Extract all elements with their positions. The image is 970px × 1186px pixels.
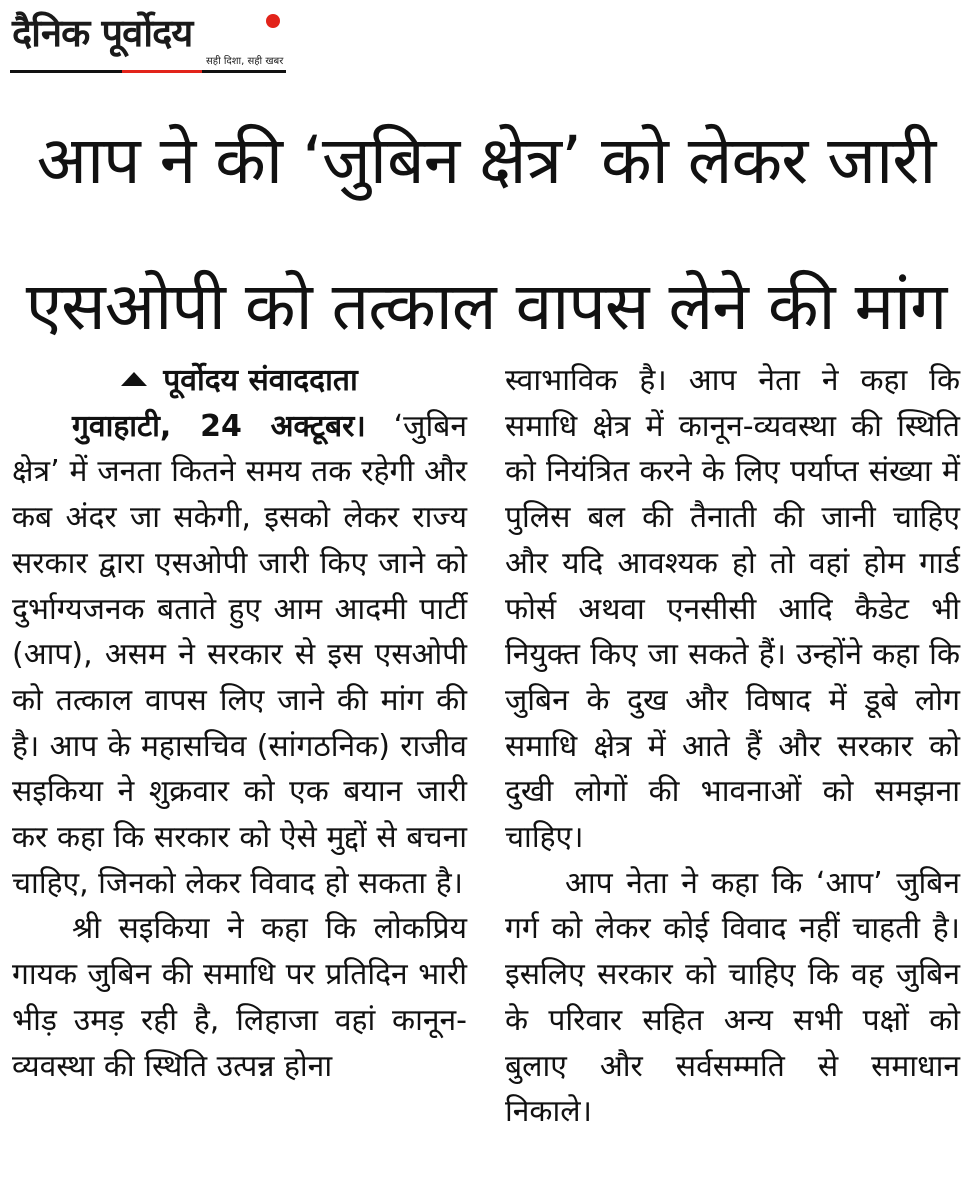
headline-line-2: एसओपी को तत्काल वापस लेने की मांग bbox=[25, 268, 947, 345]
headline bbox=[12, 88, 960, 380]
masthead bbox=[10, 8, 286, 74]
headline-line-1: आप ने की ‘जुबिन क्षेत्र’ को लेकर जारी bbox=[36, 122, 936, 199]
article-paragraph-2 bbox=[12, 906, 467, 1089]
article-column-left bbox=[12, 358, 467, 1089]
logo-dot-icon bbox=[266, 14, 280, 28]
newspaper-logo: दैनिक पूर्वोदय bbox=[12, 11, 193, 55]
article-paragraph-4 bbox=[505, 861, 960, 1135]
masthead-rule-accent bbox=[122, 70, 202, 73]
byline-text: पूर्वोदय संवाददाता bbox=[163, 363, 358, 398]
paragraph-3-text: स्वाभाविक है। आप नेता ने कहा कि समाधि क्षेत्र में कानून-व्यवस्था की स्थिति को नियंत्रित करने के लिए पर्याप्त संख्या में पुलिस बल की तैनाती की जानी चाहिए और यदि आवश्यक हो तो वहां होम गार्ड फोर्स अथवा एनसीसी आदि कैडेट भी नियुक्त किए जा सकते हैं। उन्होंने कहा कि जुबिन के दुख और विषाद में डूबे लोग समाधि क्षेत्र में आते हैं और सरकार को दुखी लोगों की भावनाओं को समझना चाहिए। bbox=[505, 363, 960, 856]
article-column-right bbox=[505, 358, 960, 1135]
paragraph-1-text: ‘जुबिन क्षेत्र’ में जनता कितने समय तक रहेगी और कब अंदर जा सकेगी, इसको लेकर राज्य सरकार द्वारा एसओपी जारी किए जाने को दुर्भाग्यजनक बताते हुए आम आदमी पार्टी (आप), असम ने सरकार से इस एसओपी को तत्काल वापस लिए जाने की मांग की है। आप के महासचिव (सांगठनिक) राजीव सइकिया ने शुक्रवार को एक बयान जारी कर कहा कि सरकार को ऐसे मुद्दों से बचना चाहिए, जिनको लेकर विवाद हो सकता है। bbox=[12, 408, 467, 901]
masthead-tagline: सही दिशा, सही खबर bbox=[206, 56, 284, 67]
article-paragraph-3 bbox=[505, 358, 960, 861]
triangle-up-icon bbox=[121, 372, 147, 386]
article-paragraph-1 bbox=[12, 404, 467, 907]
paragraph-4-text: आप नेता ने कहा कि ‘आप’ जुबिन गर्ग को लेकर कोई विवाद नहीं चाहती है। इसलिए सरकार को चाहिए कि वह जुबिन के परिवार सहित अन्य सभी पक्षों को बुलाए और सर्वसम्मति से समाधान निकाले। bbox=[505, 865, 960, 1130]
dateline: गुवाहाटी, 24 अक्टूबर। bbox=[72, 408, 366, 444]
byline bbox=[12, 358, 467, 404]
paragraph-2-text: श्री सइकिया ने कहा कि लोकप्रिय गायक जुबिन की समाधि पर प्रतिदिन भारी भीड़ उमड़ रही है, लिहाजा वहां कानून-व्यवस्था की स्थिति उत्पन्न होना bbox=[12, 911, 467, 1084]
